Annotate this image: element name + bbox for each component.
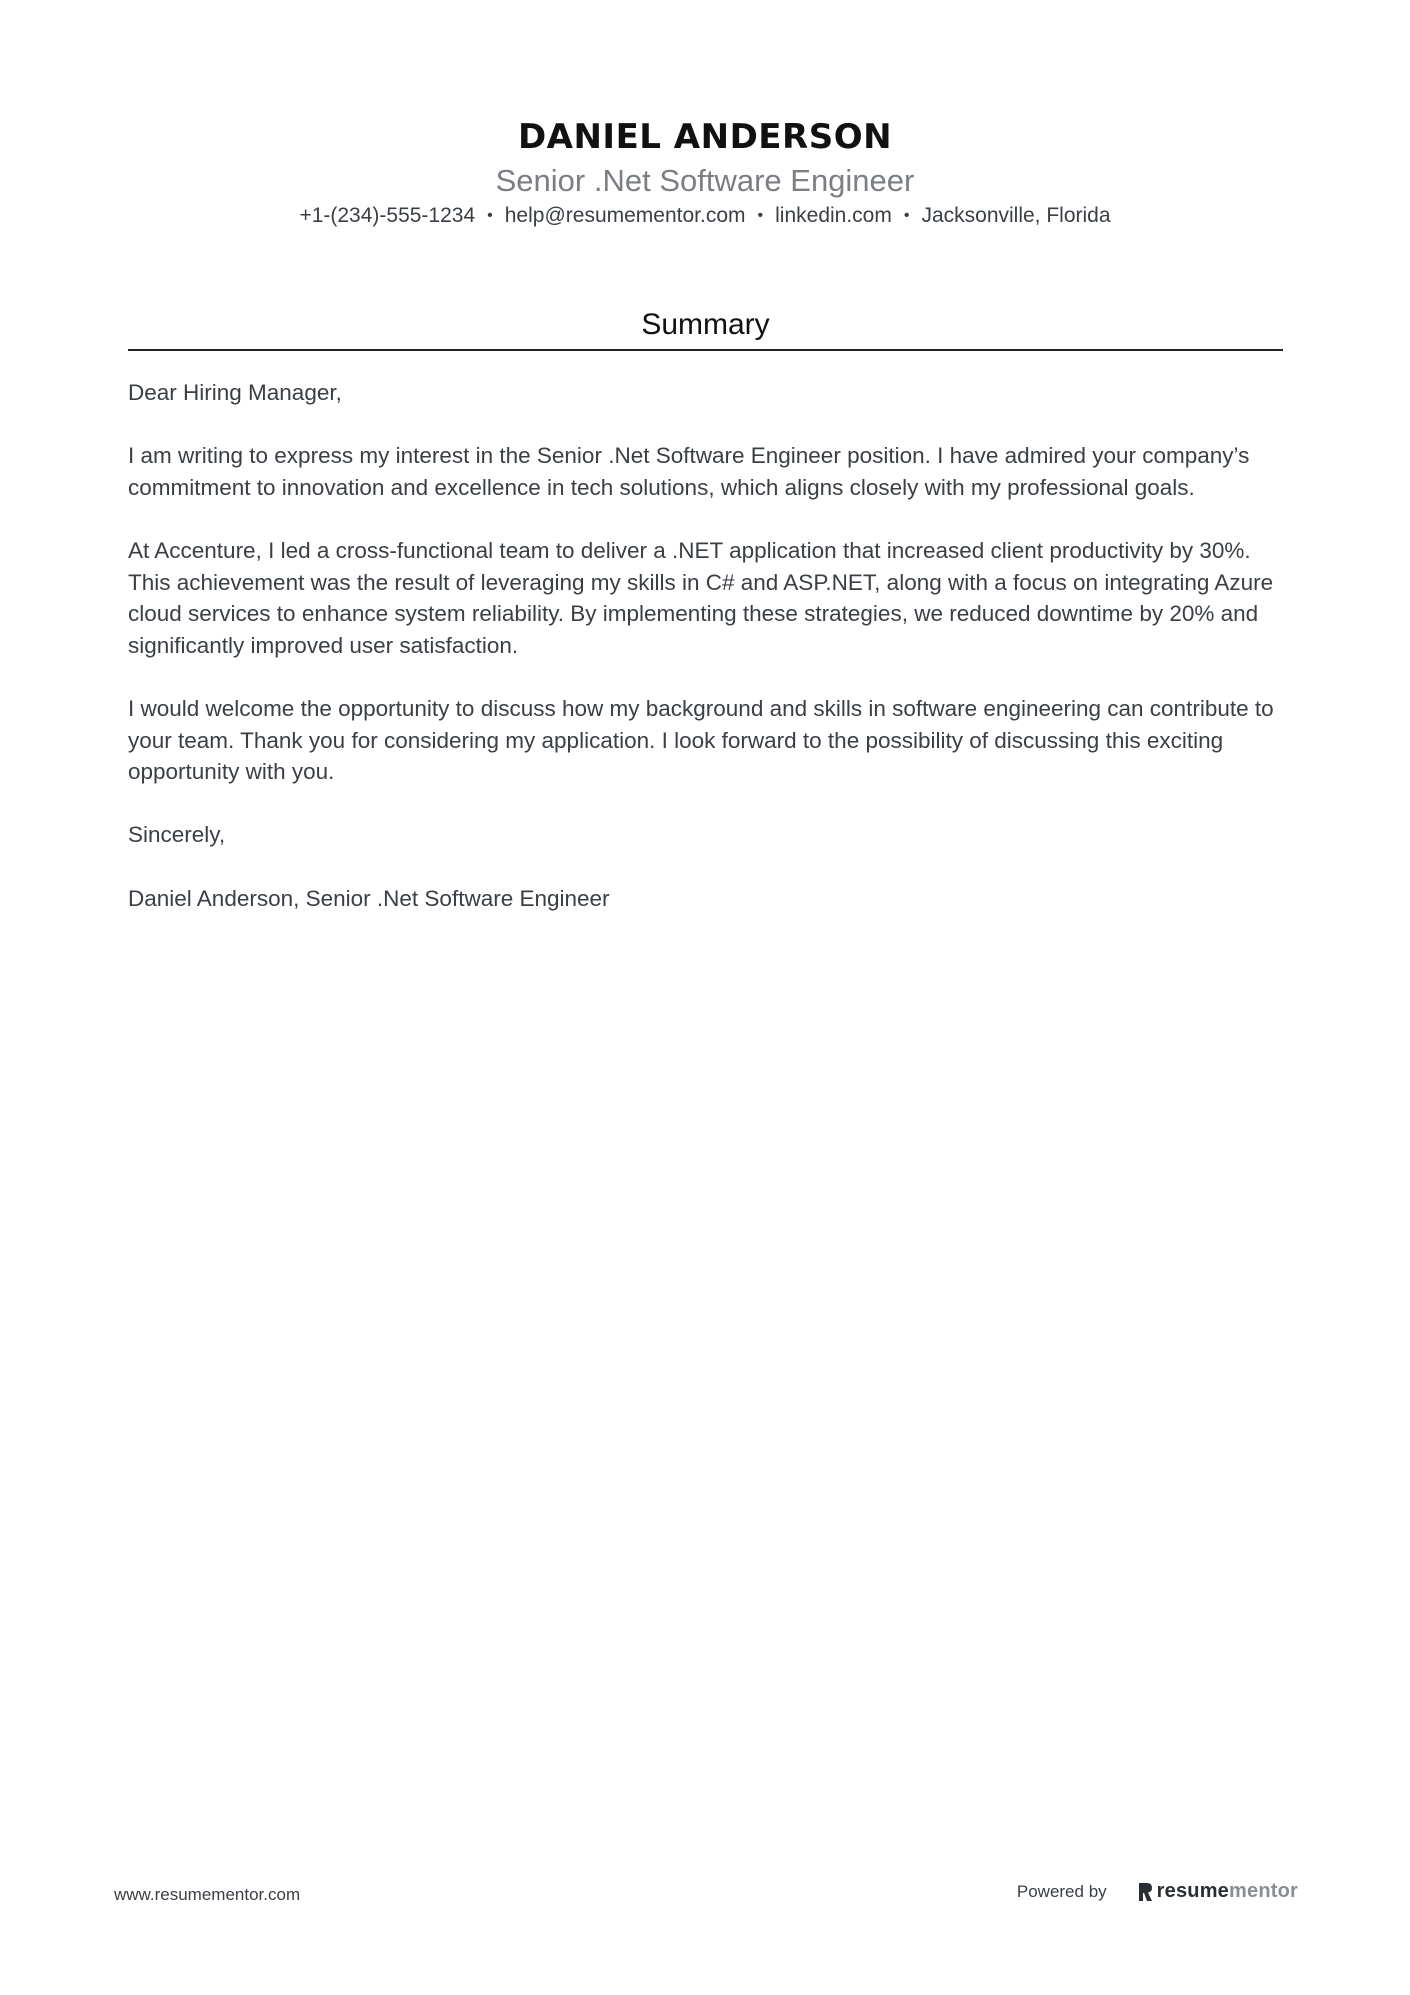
letter-paragraph: At Accenture, I led a cross-functional team to deliver a .NET application that increased client productivity by 30%. This achievement was the result of leveraging my skills in C# and ASP.NET, along with a focus on integrating Azure cloud services to enhance system reliability. By implementing these strategies, we reduced downtime by 20% and significantly improved user satisfaction. [128,537,1274,658]
location: Jacksonville, Florida [921,204,1111,227]
section-divider [128,349,1283,351]
closing: Sincerely, [128,822,226,848]
greeting: Dear Hiring Manager, [128,380,342,405]
resumementor-logo [1137,1880,1298,1903]
separator-dot: • [903,207,910,225]
candidate-name: DANIEL ANDERSON [517,117,893,157]
letter-body [128,377,1288,946]
separator-dot: • [487,207,493,225]
resumementor-logo-icon [1137,1882,1153,1902]
header [0,112,1410,230]
footer-website: www.resumementor.com [114,1885,301,1904]
letter-paragraph: I would welcome the opportunity to discuss how my background and skills in software engineering can contribute to your team. Thank you for considering my application. I look forward to the possibility of discussing this exciting opportunity with you. [128,695,1274,785]
signature: Daniel Anderson, Senior .Net Software Engineer [128,885,610,911]
brand-name-light: mentor [1229,1880,1298,1902]
footer-branding [1017,1880,1298,1903]
email-address: help@resumementor.com [504,204,746,227]
phone-number: +1-(234)-555-1234 [299,204,476,227]
brand-name-bold: resume [1156,1880,1230,1902]
letter-paragraph: I am writing to express my interest in the Senior .Net Software Engineer position. I have admired your company’s commitment to innovation and excellence in tech solutions, which aligns closely with my professional goals. [128,443,1250,500]
separator-dot: • [757,207,764,225]
section-title-summary: Summary [641,308,770,341]
linkedin-url: linkedin.com [775,204,892,227]
powered-by-label: Powered by [1016,1881,1107,1901]
job-title: Senior .Net Software Engineer [495,163,915,198]
contact-line [0,202,1410,230]
